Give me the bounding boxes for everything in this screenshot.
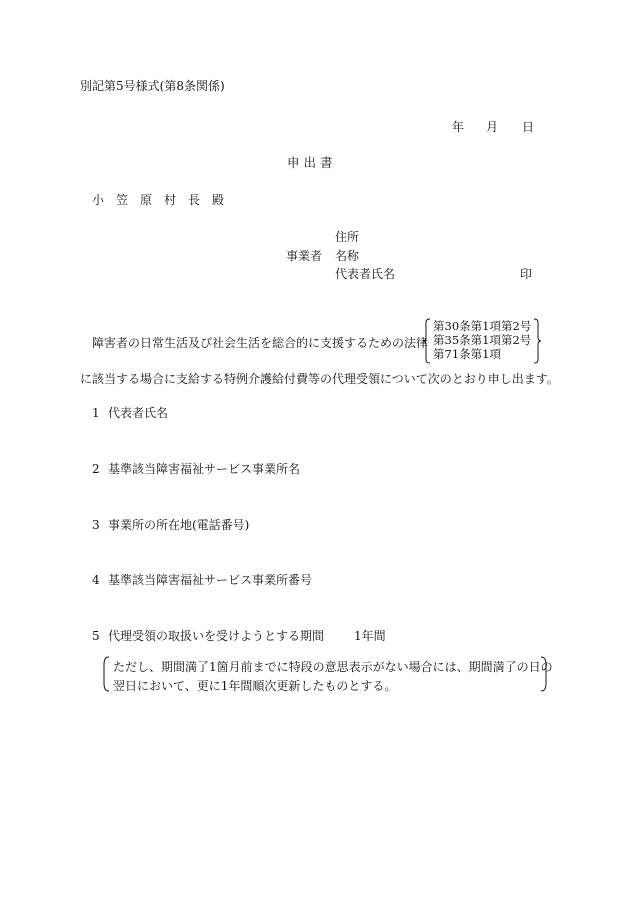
address-label: 住所 [335,230,360,244]
law-article-3: 第71条第1項 [433,347,501,361]
note-right-bracket [540,656,548,692]
law-articles-list [433,319,531,361]
law-article-2: 第35条第1項第2号 [433,333,532,347]
body-line-2: に該当する場合に支給する特例介護給付費等の代理受領について次のとおり申し出ます。 [80,372,559,386]
item-3-number: 3 [92,518,100,532]
right-brace [532,318,542,364]
date-year: 年 [452,120,465,134]
date-day: 日 [522,120,535,134]
left-brace [422,318,432,364]
page-title: 申 出 書 [287,155,333,170]
item-2-number: 2 [92,462,100,476]
note-left-bracket [102,656,110,692]
item-4-number: 4 [92,573,100,587]
date-month: 月 [486,120,499,134]
item-2-label: 基準該当障害福祉サービス事業所名 [108,462,301,476]
seal-mark: 印 [520,267,533,281]
item-5-label: 代理受領の取扱いを受けようとする期間 [108,629,325,643]
body-line-1: 障害者の日常生活及び社会生活を総合的に支援するための法律 [92,336,429,350]
item-4-label: 基準該当障害福祉サービス事業所番号 [108,573,313,587]
applicant-role: 事業者 [286,249,323,263]
law-article-1: 第30条第1項第2号 [433,319,532,333]
addressee: 小 笠 原 村 長 殿 [92,193,225,207]
item-5-number: 5 [92,629,100,643]
note-line-1: ただし、期間満了1箇月前までに特段の意思表示がない場合には、期間満了の日の [113,660,553,674]
representative-label: 代表者氏名 [335,267,396,281]
item-1-number: 1 [92,406,100,420]
note-line-2: 翌日において、更に1年間順次更新したものとする。 [113,679,397,693]
item-5-value: 1年間 [354,629,386,643]
name-label: 名称 [335,249,360,263]
item-3-label: 事業所の所在地(電話番号) [108,518,250,532]
form-label: 別記第5号様式(第8条関係) [80,79,225,93]
item-1-label: 代表者氏名 [108,406,169,420]
